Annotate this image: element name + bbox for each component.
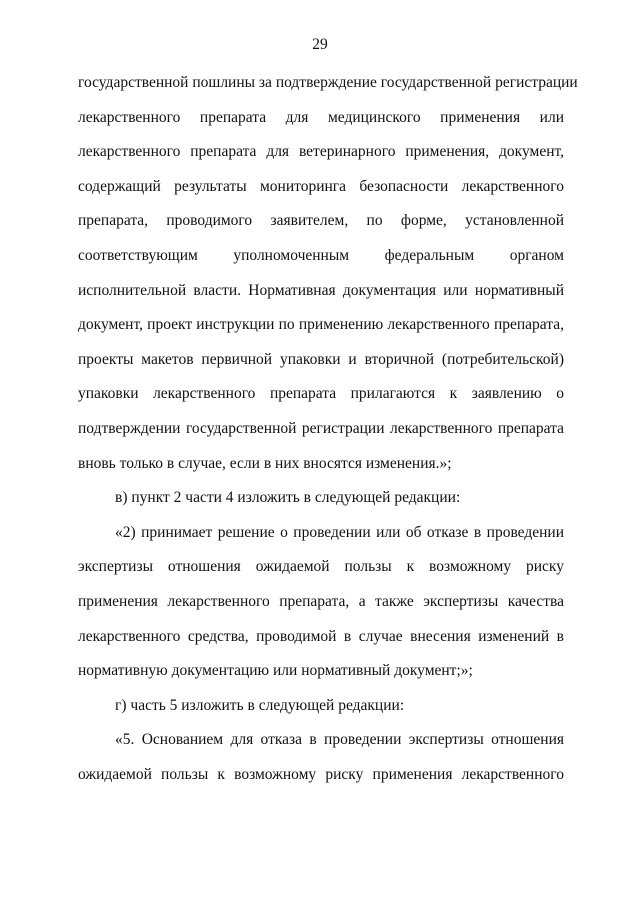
text-line: исполнительной власти. Нормативная документация или нормативный [78,281,564,299]
body-text [78,66,578,792]
text-line: «2) принимает решение о проведении или об отказе в проведении [115,523,564,541]
text-line: лекарственного препарата для медицинского применения или [78,108,564,126]
text-line: содержащий результаты мониторинга безопасности лекарственного [78,177,564,195]
text-line: проекты макетов первичной упаковки и вторичной (потребительской) [78,350,564,368]
text-line: применения лекарственного препарата, а также экспертизы качества [78,592,564,610]
text-line: лекарственного препарата для ветеринарного применения, документ, [78,143,564,161]
text-line: лекарственного средства, проводимой в случае внесения изменений в [78,627,564,645]
page-number: 29 [312,36,328,53]
text-line: упаковки лекарственного препарата прилагаются к заявлению о [78,385,564,403]
text-line: соответствующим уполномоченным федеральным органом [78,246,564,264]
text-line: препарата, проводимого заявителем, по форме, установленной [78,212,564,230]
text-line: г) часть 5 изложить в следующей редакции: [115,696,405,714]
text-line: нормативную документацию или нормативный документ;»; [78,662,473,680]
text-line: вновь только в случае, если в них вносятся изменения.»; [78,454,452,472]
text-line: государственной пошлины за подтверждение государственной регистрации [78,74,578,91]
text-line: ожидаемой пользы к возможному риску применения лекарственного [78,765,564,783]
text-line: «5. Основанием для отказа в проведении экспертизы отношения [115,731,564,749]
text-line: в) пункт 2 части 4 изложить в следующей редакции: [115,489,461,507]
text-line: документ, проект инструкции по применению лекарственного препарата, [78,316,564,334]
text-line: подтверждении государственной регистрации лекарственного препарата [78,419,564,437]
text-line: экспертизы отношения ожидаемой пользы к возможному риску [78,558,564,576]
